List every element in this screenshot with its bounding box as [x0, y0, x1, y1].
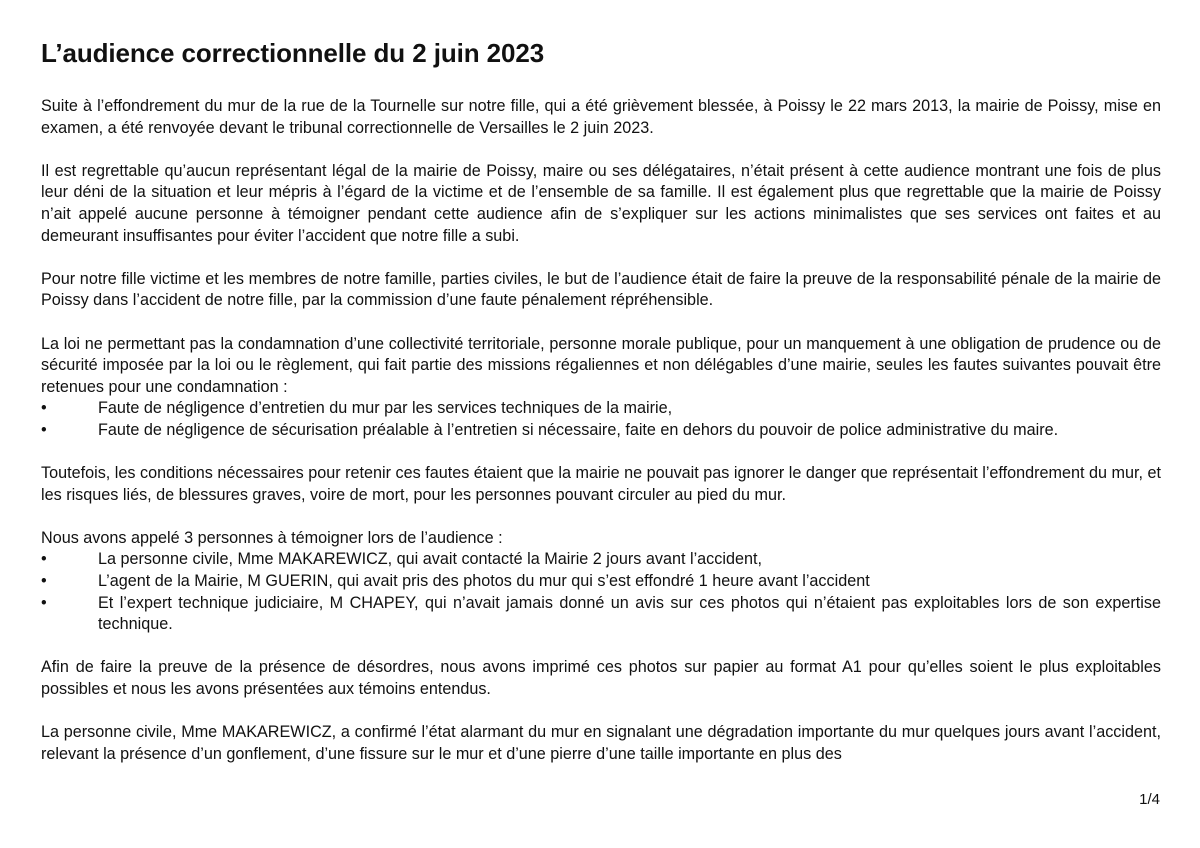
page-number: 1/4: [1139, 791, 1160, 808]
bullet-icon: •: [41, 593, 47, 612]
paragraph-photos: Afin de faire la preuve de la présence de désordres, nous avons imprimé ces photos sur papier au format A1 pour qu’elles soient le plus exploitables possibles et nous les avons présentées aux témoins entendus.: [41, 658, 1161, 699]
faults-list: [41, 398, 1161, 441]
bullet-icon: •: [41, 399, 47, 418]
bullet-icon: •: [41, 572, 47, 591]
page-title: L’audience correctionnelle du 2 juin 2023: [41, 38, 545, 68]
list-item-text: Et l’expert technique judiciaire, M CHAPEY, qui n’avait jamais donné un avis sur ces photos qui n’étaient pas exploitables lors de son expertise technique.: [98, 593, 1161, 634]
list-item: [41, 571, 1161, 593]
document-body: [41, 96, 1161, 765]
list-item-text: La personne civile, Mme MAKAREWICZ, qui avait contacté la Mairie 2 jours avant l’accident,: [98, 550, 762, 569]
witnesses-list: [41, 549, 1161, 635]
list-item: [41, 420, 1161, 442]
paragraph-conditions: Toutefois, les conditions nécessaires pour retenir ces fautes étaient que la mairie ne pouvait pas ignorer le danger que représentait l’effondrement du mur, et les risques liés, de blessures graves, voire de mort, pour les personnes pouvant circuler au pied du mur.: [41, 464, 1161, 504]
bullet-icon: •: [41, 550, 47, 569]
list-item: [41, 593, 1161, 636]
bullet-icon: •: [41, 420, 47, 439]
list-item-text: L’agent de la Mairie, M GUERIN, qui avait pris des photos du mur qui s’est effondré 1 heure avant l’accident: [98, 572, 870, 591]
list-item-text: Faute de négligence d’entretien du mur par les services techniques de la mairie,: [98, 399, 673, 418]
paragraph-makarewicz: La personne civile, Mme MAKAREWICZ, a confirmé l’état alarmant du mur en signalant une dégradation importante du mur quelques jours avant l’accident, relevant la présence d’un gonflement, d’une fissure sur le mur et d’une pierre d’une taille importante en plus des: [41, 723, 1161, 763]
paragraph-loi: La loi ne permettant pas la condamnation d’une collectivité territoriale, personne morale publique, pour un manquement à une obligation de prudence ou de sécurité imposée par la loi ou le règlement, qui fait partie des missions régaliennes et non délégables d’une mairie, seules les fautes suivantes pouvait être retenues pour une condamnation :: [41, 334, 1161, 396]
list-item: [41, 398, 1161, 420]
paragraph-absence-mairie: Il est regrettable qu’aucun représentant légal de la mairie de Poissy, maire ou ses délégataires, n’était présent à cette audience montrant une fois de plus leur déni de la situation et leur mépris à l’égard de la victime et de l’ensemble de sa famille. Il est également plus que regrettable que la mairie de Poissy n’ait appelé aucune personne à témoigner pendant cette audience afin de s’expliquer sur les actions minimalistes que ses services ont faites et au demeurant insuffisantes pour éviter l’accident que notre fille a subi.: [41, 161, 1161, 245]
list-item: [41, 549, 1161, 571]
list-item-text: Faute de négligence de sécurisation préalable à l’entretien si nécessaire, faite en dehors du pouvoir de police administrative du maire.: [98, 420, 1059, 439]
paragraph-but-audience: Pour notre fille victime et les membres de notre famille, parties civiles, le but de l’audience était de faire la preuve de la responsabilité pénale de la mairie de Poissy dans l’accident de notre fille, par la commission d’une faute pénalement répréhensible.: [41, 269, 1161, 310]
paragraph-intro: Suite à l’effondrement du mur de la rue de la Tournelle sur notre fille, qui a été grièvement blessée, à Poissy le 22 mars 2013, la mairie de Poissy, mise en examen, a été renvoyée devant le tribunal correctionnelle de Versailles le 2 juin 2023.: [41, 97, 1161, 137]
paragraph-temoins-intro: Nous avons appelé 3 personnes à témoigner lors de l’audience :: [41, 528, 503, 547]
